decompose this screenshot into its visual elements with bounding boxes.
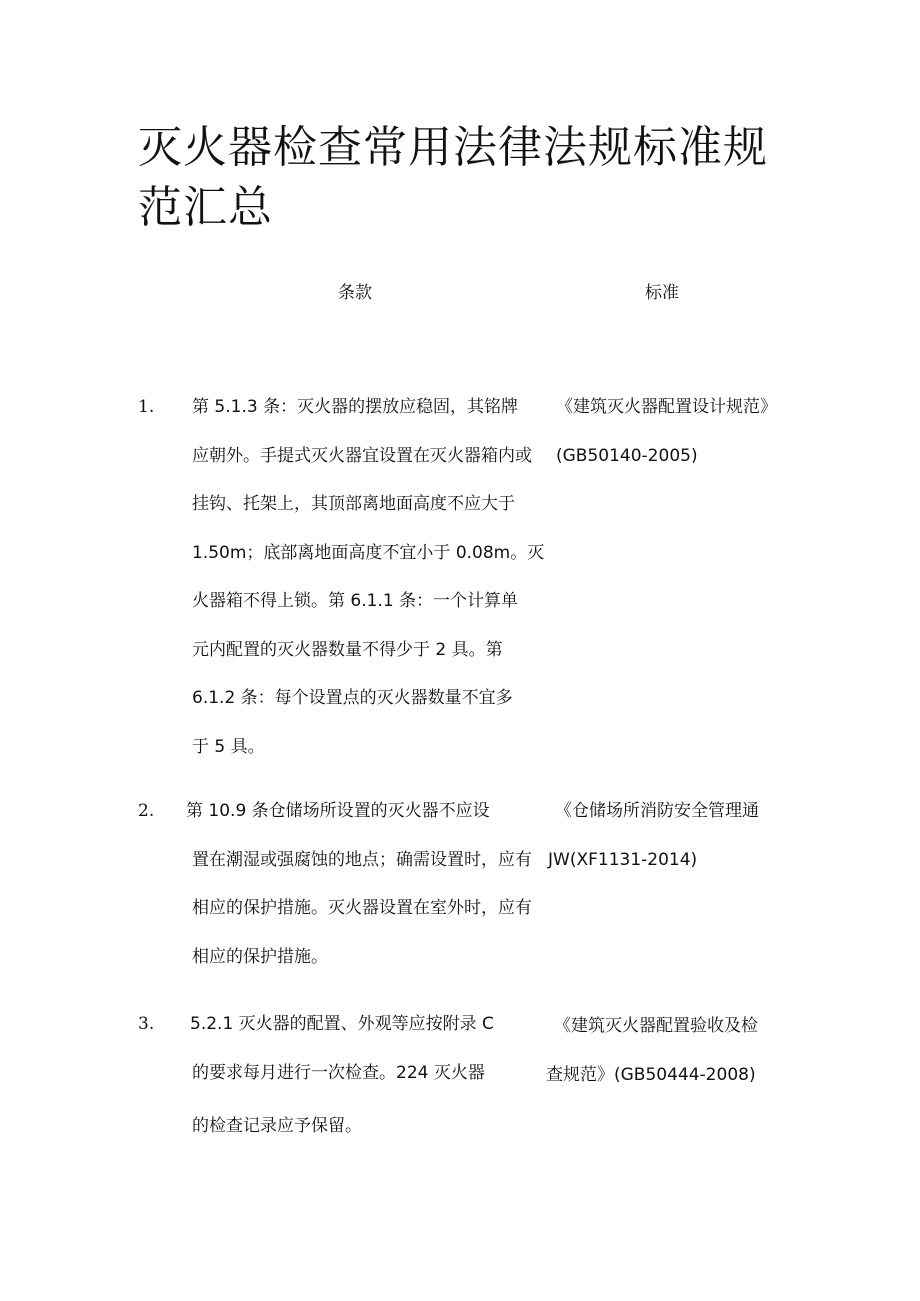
clause-line: 相应的保护措施。灭火器设置在室外时，应有 [192, 898, 532, 918]
entry-clause-text [190, 1010, 532, 1160]
clause-line: 第 5.1.3 条：灭火器的摆放应稳固，其铭牌 [192, 397, 519, 417]
clause-line: 火器箱不得上锁。第 6.1.1 条：一个计算单 [192, 591, 519, 611]
clause-line: 元内配置的灭火器数量不得少于 2 具。第 [192, 639, 503, 660]
page-title: 灭火器检查常用法律法规标准规范汇总 [138, 122, 768, 233]
standard-line: 《建筑灭火器配置设计规范》 [556, 397, 777, 417]
standard-line: 查规范》(GB50444-2008) [546, 1065, 756, 1085]
entry-number: 1. [138, 397, 155, 417]
clause-line: 第 10.9 条仓储场所设置的灭火器不应设 [186, 801, 490, 821]
clause-line: 相应的保护措施。 [192, 946, 328, 967]
entry-standard-reference [548, 797, 788, 895]
standard-line: JW(XF1131-2014) [548, 850, 698, 870]
standard-line: 《建筑灭火器配置验收及检 [554, 1016, 758, 1036]
clause-line: 于 5 具。 [192, 736, 265, 757]
clause-line: 1.50m；底部离地面高度不宜小于 0.08m。灭 [192, 542, 545, 563]
entry-number: 3. [138, 1014, 155, 1034]
column-header-standard: 标准 [645, 283, 679, 303]
standard-line: 《仓储场所消防安全管理通 [555, 801, 759, 821]
clause-line: 挂钩、托架上，其顶部离地面高度不应大于 [192, 494, 515, 514]
entry-clause-text [186, 797, 532, 991]
clause-line: 6.1.2 条：每个设置点的灭火器数量不宜多 [192, 688, 513, 708]
clause-line: 应朝外。手提式灭火器宜设置在灭火器箱内或 [192, 445, 532, 466]
clause-line: 置在潮湿或强腐蚀的地点；确需设置时，应有 [192, 849, 532, 870]
clause-line: 5.2.1 灭火器的配置、外观等应按附录 C [190, 1014, 494, 1034]
entry-number: 2. [138, 801, 155, 821]
standard-line: (GB50140-2005) [556, 446, 698, 466]
entry-standard-reference [546, 1012, 786, 1110]
clause-line: 的要求每月进行一次检查。224 灭火器 [192, 1062, 485, 1083]
entry-standard-reference [556, 393, 796, 491]
clause-line: 的检查记录应予保留。 [192, 1115, 362, 1136]
entry-clause-text [192, 393, 545, 781]
column-header-clause: 条款 [338, 283, 372, 303]
